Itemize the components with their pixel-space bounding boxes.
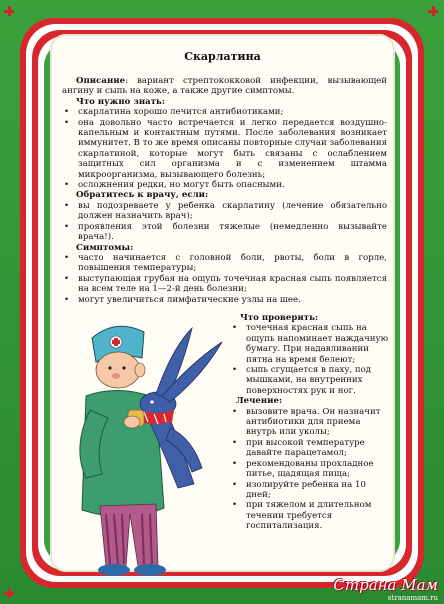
list-item: • осложнения редки, но могут быть опасными.	[74, 180, 387, 190]
list-item: • при высокой температуре давайте парацетамол;	[242, 438, 390, 459]
watermark-brand: Страна Мам	[333, 576, 438, 594]
list-item: • точечная красная сыпь на ощупь напоминает наждачную бумагу. При надавливании пятна на время белеют;	[242, 323, 390, 365]
symptoms-section	[62, 243, 387, 305]
list-item: • изолируйте ребенка на 10 дней;	[242, 480, 390, 501]
list-item: • рекомендованы прохладное питье, щадящая пища;	[242, 459, 390, 480]
check-heading: Что проверить:	[240, 313, 319, 323]
need-to-know-section	[62, 97, 387, 191]
list-item: • вызовите врача. Он назначит антибиотики для приема внутрь или уколы;	[242, 407, 390, 438]
list-item: • часто начинается с головной боли, рвоты, боли в горле, повышения температуры;	[74, 253, 387, 274]
check-list	[230, 323, 390, 396]
page-title: Скарлатина	[184, 50, 261, 63]
list-item: • могут увеличиться лимфатические узлы на шее.	[74, 295, 387, 305]
list-item: • сыпь сгущается в паху, под мышками, на внутренних поверхностях рук и ног.	[242, 365, 390, 396]
site-watermark	[333, 576, 438, 602]
cross-icon	[4, 588, 14, 598]
cross-icon	[428, 6, 438, 16]
check-section	[230, 313, 390, 396]
right-column	[230, 313, 390, 532]
description-text: : вариант стрептококковой инфекции, вызывающей ангину и сыпь на коже, а также другие симптомы.	[62, 76, 387, 97]
cross-icon	[4, 6, 14, 16]
list-item: • она довольно часто встречается и легко передается воздушно-капельным и контактным путями. После заболевания возникает иммунитет. В то же время описаны повторные случаи заболевания скарлатиной, которые могут быть связаны с ослаблением защитных сил организма и с изменением штамма микроорганизма, вызывающего болезнь;	[74, 118, 387, 180]
symptoms-heading: Симптомы:	[76, 242, 134, 253]
list-item: • при тяжелом и длительном течении требуется госпитализация.	[242, 500, 390, 531]
treatment-list	[230, 407, 390, 532]
see-doctor-heading: Обратитесь к врачу, если:	[76, 190, 209, 201]
see-doctor-list	[62, 201, 387, 243]
need-to-know-heading: Что нужно знать:	[76, 96, 166, 107]
description-paragraph	[62, 76, 387, 97]
see-doctor-section	[62, 190, 387, 242]
list-item: • вы подозреваете у ребенка скарлатину (лечение обязательно должен назначить врач);	[74, 201, 387, 222]
list-item: • проявления этой болезни тяжелые (немедленно вызывайте врача!).	[74, 222, 387, 243]
list-item: • скарлатина хорошо лечится антибиотиками;	[74, 107, 387, 117]
list-item: • выступающая грубая на ощупь точечная красная сыпь появляется на всем теле на 1—2-й день болезни;	[74, 274, 387, 295]
main-text	[62, 76, 387, 305]
treatment-section	[230, 396, 390, 531]
need-to-know-list	[62, 107, 387, 190]
symptoms-list	[62, 253, 387, 305]
treatment-heading: Лечение:	[236, 396, 283, 407]
doctor-with-bunny-illustration	[52, 318, 230, 586]
watermark-url: stranamam.ru	[387, 594, 438, 602]
description-label: Описание	[76, 76, 126, 86]
